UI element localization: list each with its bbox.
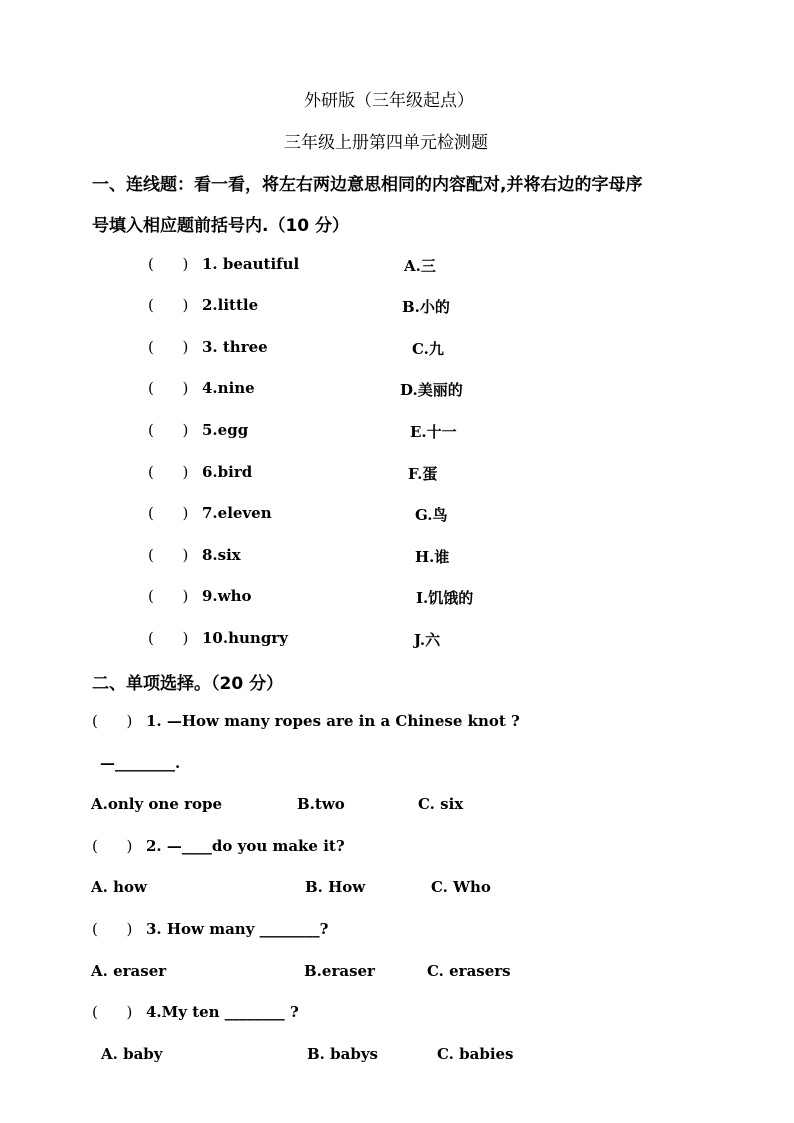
left-item: 5.egg — [202, 421, 249, 439]
right-item: H.谁 — [415, 548, 450, 566]
left-item: 8.six — [202, 546, 241, 564]
title-test: 三年级上册第四单元检测题 — [284, 133, 488, 153]
section1-heading-line2: 号填入相应题前括号内.（10 分） — [92, 216, 350, 236]
option-b[interactable]: B. How — [305, 878, 366, 896]
question-stem: 3. How many ________? — [146, 920, 329, 938]
section2-heading: 二、单项选择。（20 分） — [92, 674, 284, 694]
option-a[interactable]: A. baby — [101, 1045, 163, 1063]
option-a[interactable]: A. eraser — [91, 962, 167, 980]
section1-heading-line1: 一、连线题：看一看，将左右两边意思相同的内容配对,并将右边的字母序 — [92, 175, 643, 195]
option-c[interactable]: C. babies — [437, 1045, 514, 1063]
right-item: A.三 — [404, 257, 436, 275]
right-item: G.鸟 — [415, 506, 448, 524]
right-item: J.六 — [414, 631, 441, 649]
option-c[interactable]: C. Who — [431, 878, 491, 896]
answer-paren[interactable]: ( ) — [92, 920, 133, 938]
question-stem: 4.My ten ________ ? — [146, 1003, 299, 1021]
answer-paren[interactable]: ( ) — [148, 379, 189, 397]
option-a[interactable]: A.only one rope — [91, 795, 223, 813]
option-a[interactable]: A. how — [91, 878, 147, 896]
option-b[interactable]: B.two — [297, 795, 345, 813]
answer-paren[interactable]: ( ) — [148, 629, 189, 647]
answer-paren[interactable]: ( ) — [148, 296, 189, 314]
left-item: 4.nine — [202, 379, 255, 397]
answer-paren[interactable]: ( ) — [148, 421, 189, 439]
answer-paren[interactable]: ( ) — [148, 587, 189, 605]
left-item: 3. three — [202, 338, 268, 356]
title-publisher: 外研版（三年级起点） — [304, 91, 474, 111]
question-stem: 2. —____do you make it? — [146, 837, 345, 855]
right-item: C.九 — [412, 340, 444, 358]
right-item: F.蛋 — [408, 465, 438, 483]
right-item: I.饥饿的 — [416, 589, 474, 607]
right-item: D.美丽的 — [400, 381, 463, 399]
left-item: 10.hungry — [202, 629, 288, 647]
right-item: B.小的 — [402, 298, 450, 316]
question-stem: 1. —How many ropes are in a Chinese knot ? — [146, 712, 520, 730]
answer-paren[interactable]: ( ) — [92, 712, 133, 730]
answer-paren[interactable]: ( ) — [148, 255, 189, 273]
answer-paren[interactable]: ( ) — [92, 837, 133, 855]
answer-paren[interactable]: ( ) — [92, 1003, 133, 1021]
answer-paren[interactable]: ( ) — [148, 504, 189, 522]
answer-paren[interactable]: ( ) — [148, 338, 189, 356]
option-b[interactable]: B.eraser — [304, 962, 375, 980]
left-item: 6.bird — [202, 463, 253, 481]
left-item: 1. beautiful — [202, 255, 300, 273]
answer-blank[interactable]: —________. — [100, 754, 181, 772]
left-item: 7.eleven — [202, 504, 272, 522]
option-b[interactable]: B. babys — [307, 1045, 378, 1063]
option-c[interactable]: C. six — [418, 795, 464, 813]
option-c[interactable]: C. erasers — [427, 962, 511, 980]
answer-paren[interactable]: ( ) — [148, 546, 189, 564]
left-item: 2.little — [202, 296, 259, 314]
answer-paren[interactable]: ( ) — [148, 463, 189, 481]
left-item: 9.who — [202, 587, 252, 605]
right-item: E.十一 — [410, 423, 457, 441]
